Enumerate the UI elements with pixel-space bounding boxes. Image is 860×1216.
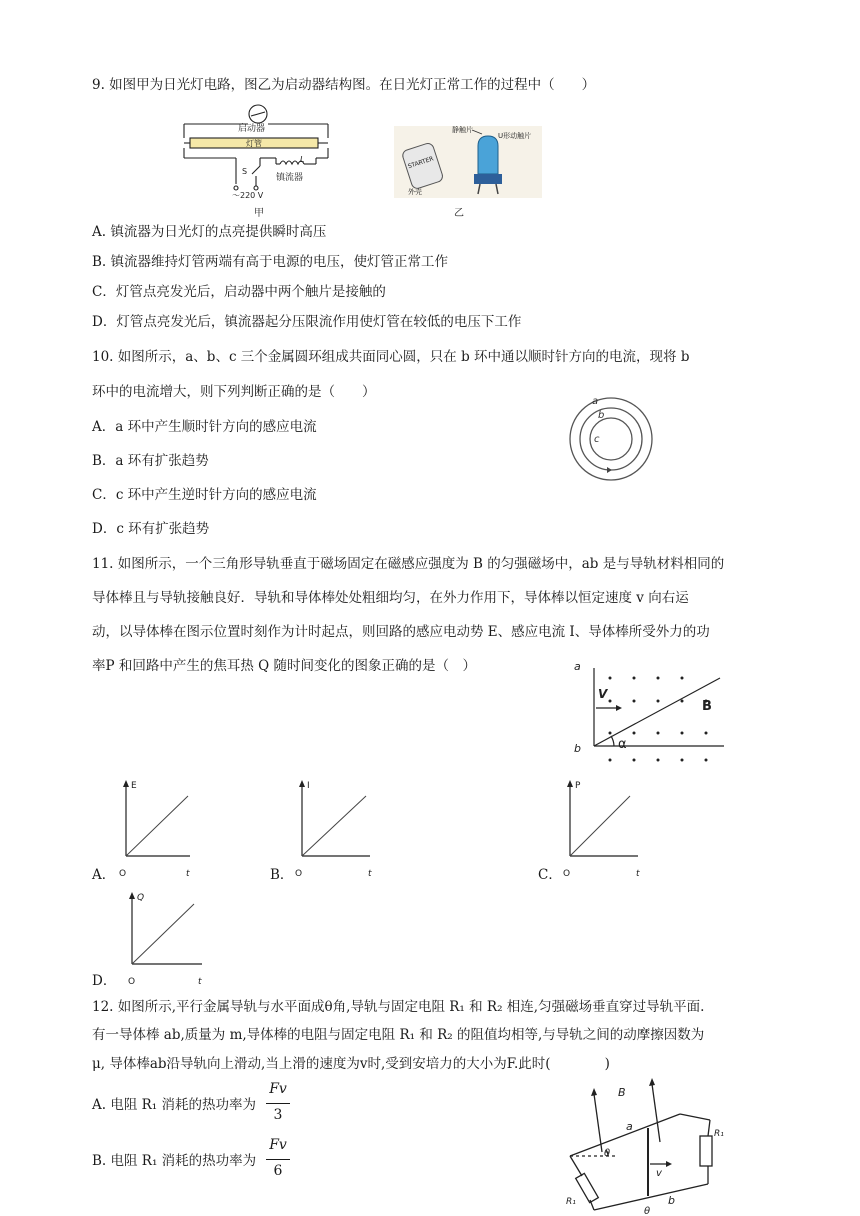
q12-stem-line2: 有一导体棒 ab,质量为 m,导体棒的电阻与固定电阻 R₁ 和 R₂ 的阻值均相等,与导轨之间的动摩擦因数为: [92, 1027, 705, 1043]
field-b-label: B: [702, 699, 712, 714]
point-b-label: b: [574, 742, 581, 755]
velocity-label: V: [598, 687, 608, 701]
caption-jia: 甲: [254, 208, 264, 219]
q11-graph-c: [560, 774, 644, 882]
switch-label: S: [242, 167, 248, 176]
q11-graph-b: [292, 774, 376, 882]
q11-option-a-letter: A．: [92, 867, 116, 883]
q9-option-c: C．灯管点亮发光后，启动器中两个触片是接触的: [92, 284, 386, 300]
graph-d-ylabel: Q: [137, 893, 145, 903]
q12-option-a-fraction-bar: [266, 1103, 290, 1104]
shell-label: 外壳: [408, 188, 422, 196]
q12-option-a-numerator: Fv: [269, 1081, 287, 1097]
q11-stem-line4: 率P 和回路中产生的焦耳热 Q 随时间变化的图象正确的是（ ）: [92, 658, 477, 674]
q12-stem-line1: 12. 如图所示,平行金属导轨与水平面成θ角,导轨与固定电阻 R₁ 和 R₂ 相连,匀强磁场垂直穿过导轨平面.: [92, 999, 705, 1015]
ring-a-label: a: [592, 396, 599, 407]
angle-alpha-label: α: [618, 737, 627, 752]
voltage-label: ～220 V: [232, 191, 264, 200]
q10-option-d: D．c 环有扩张趋势: [92, 521, 210, 537]
q12-theta-bottom-label: θ: [644, 1206, 651, 1216]
q9-option-b: B. 镇流器维持灯管两端有高于电源的电压，使灯管正常工作: [92, 254, 449, 270]
q12-option-b-fraction-bar: [266, 1159, 290, 1160]
q10-rings-figure: [566, 392, 656, 486]
q12-velocity-label: v: [656, 1168, 662, 1179]
graph-c-ylabel: P: [575, 781, 581, 791]
starter-label: 启动器: [238, 124, 266, 134]
graph-a-xlabel: t: [186, 869, 190, 879]
tube-label: 灯管: [246, 139, 262, 148]
graph-b-ylabel: I: [307, 781, 310, 791]
q9-figure-jia: [176, 102, 338, 220]
q10-stem-line2: 环中的电流增大，则下列判断正确的是（ ）: [92, 384, 376, 400]
graph-d-origin: O: [128, 977, 136, 987]
q12-option-b-denominator: 6: [273, 1163, 283, 1179]
graph-a-ylabel: E: [131, 781, 137, 791]
ring-b-label: b: [598, 410, 605, 421]
q12-inclined-rails-figure: [560, 1076, 740, 1216]
q9-option-d: D．灯管点亮发光后，镇流器起分压限流作用使灯管在较低的电压下工作: [92, 314, 522, 330]
caption-yi: 乙: [454, 208, 464, 219]
graph-c-origin: O: [563, 869, 571, 879]
q12-option-a-denominator: 3: [273, 1107, 283, 1123]
static-contact-label: 静触片: [452, 126, 473, 134]
q12-stem-line3: μ, 导体棒ab沿导轨向上滑动,当上滑的速度为v时,受到安培力的大小为F.此时( ): [92, 1056, 610, 1072]
q12-option-b-text: B. 电阻 R₁ 消耗的热功率为: [92, 1153, 257, 1169]
q12-theta-label: θ: [604, 1148, 611, 1159]
point-a-label: a: [574, 660, 581, 673]
q12-r2-label: R₁: [566, 1197, 576, 1207]
q11-stem-line1: 11. 如图所示，一个三角形导轨垂直于磁场固定在磁感应强度为 B 的匀强磁场中，ab 是与导轨材料相同的: [92, 556, 725, 572]
q12-point-b-label: b: [668, 1194, 675, 1207]
q11-graph-a: [116, 774, 196, 882]
q10-stem-line1: 10. 如图所示，a、b、c 三个金属圆环组成共面同心圆，只在 b 环中通以顺时针方向的电流，现将 b: [92, 349, 690, 365]
q9-figure-yi: [392, 124, 544, 222]
q10-option-b: B．a 环有扩张趋势: [92, 453, 209, 469]
q9-option-a: A. 镇流器为日光灯的点亮提供瞬时高压: [92, 224, 327, 240]
q12-point-a-label: a: [626, 1120, 633, 1133]
u-contact-label: U形动触片: [498, 132, 532, 140]
q12-r1-label: R₁: [714, 1129, 724, 1139]
ballast-label: 镇流器: [276, 173, 304, 183]
ring-c-label: c: [594, 434, 600, 445]
q11-graph-d: [122, 886, 208, 990]
q10-option-c: C．c 环中产生逆时针方向的感应电流: [92, 487, 317, 503]
graph-a-origin: O: [119, 869, 127, 879]
graph-d-xlabel: t: [198, 977, 202, 987]
q12-option-b-numerator: Fv: [269, 1137, 287, 1153]
inductor-label: L: [300, 155, 305, 164]
graph-b-origin: O: [295, 869, 303, 879]
q11-option-c-letter: C．: [538, 867, 562, 883]
graph-b-xlabel: t: [368, 869, 372, 879]
q12-field-b-label: B: [618, 1086, 626, 1099]
q9-stem: 9. 如图甲为日光灯电路，图乙为启动器结构图。在日光灯正常工作的过程中（ ）: [92, 77, 596, 93]
starter-print: STARTER: [407, 155, 435, 171]
q11-option-d-letter: D．: [92, 973, 117, 989]
q11-triangle-rail-figure: [570, 656, 726, 766]
q12-option-a-text: A. 电阻 R₁ 消耗的热功率为: [92, 1097, 256, 1113]
q10-option-a: A．a 环中产生顺时针方向的感应电流: [92, 419, 317, 435]
graph-c-xlabel: t: [636, 869, 640, 879]
q11-stem-line2: 导体棒且与导轨接触良好．导轨和导体棒处处粗细均匀，在外力作用下，导体棒以恒定速度 v 向右运: [92, 590, 689, 606]
q11-stem-line3: 动，以导体棒在图示位置时刻作为计时起点，则回路的感应电动势 E、感应电流 I、导体棒所受外力的功: [92, 624, 710, 640]
q11-option-b-letter: B．: [270, 867, 294, 883]
